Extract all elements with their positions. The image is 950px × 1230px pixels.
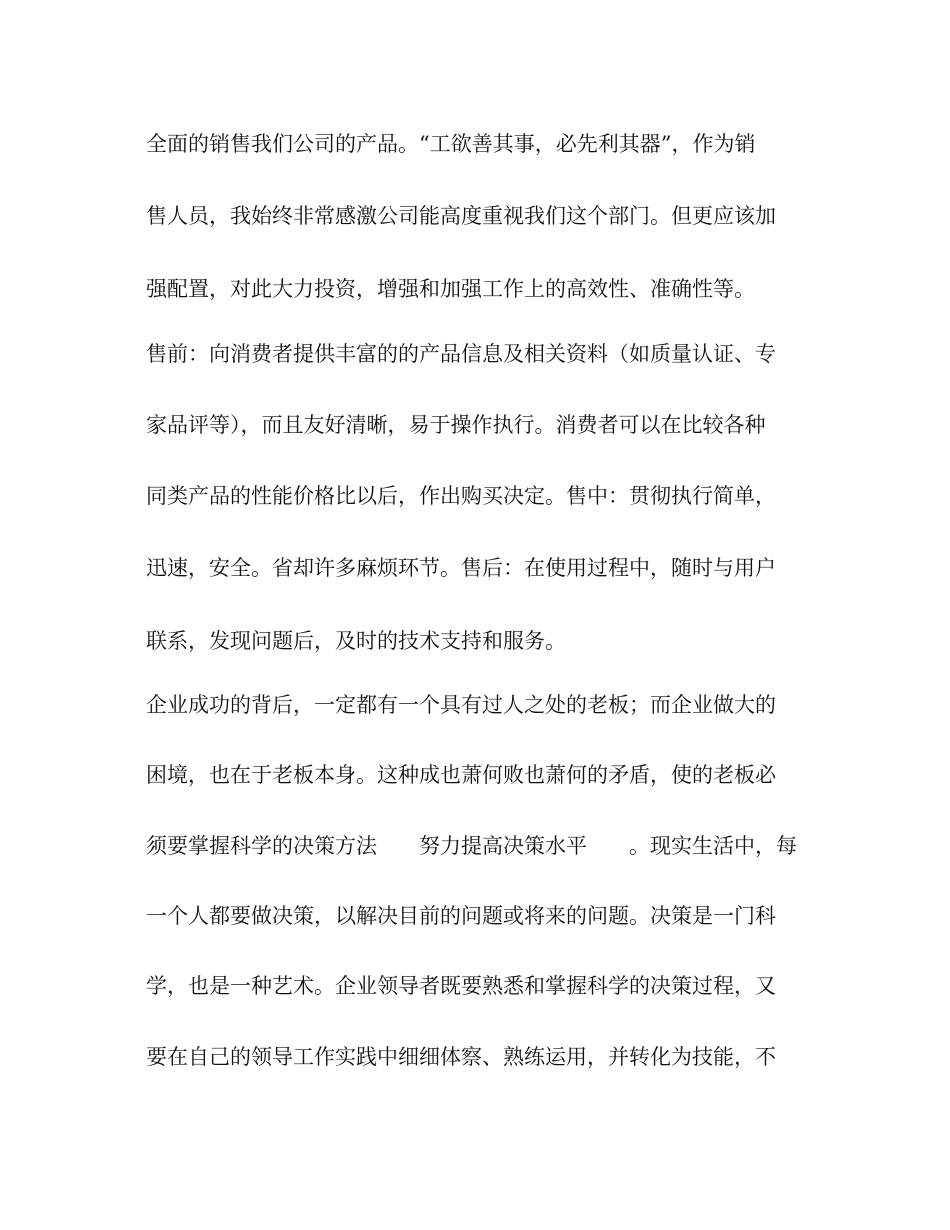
paragraph-3-line-5: 学，也是一种艺术。企业领导者既要熟悉和掌握科学的决策过程，又: [146, 974, 776, 998]
paragraph-3-line-2: 困境，也在于老板本身。这种成也萧何败也萧何的矛盾，使的老板必: [146, 763, 776, 787]
paragraph-1-line-1: 全面的销售我们公司的产品。“工欲善其事，必先利其器”，作为销: [146, 132, 756, 156]
paragraph-2-line-4: 迅速，安全。省却许多麻烦环节。售后：在使用过程中，随时与用户: [146, 556, 776, 580]
paragraph-1-line-2: 售人员，我始终非常感激公司能高度重视我们这个部门。但更应该加: [146, 204, 776, 228]
paragraph-3-line-3: 须要掌握科学的决策方法 努力提高决策水平 。现实生活中，每: [146, 834, 797, 858]
paragraph-3-line-1: 企业成功的背后，一定都有一个具有过人之处的老板；而企业做大的: [146, 693, 776, 717]
paragraph-3-line-6: 要在自己的领导工作实践中细细体察、熟练运用，并转化为技能，不: [146, 1045, 776, 1069]
paragraph-2-line-1: 售前：向消费者提供丰富的的产品信息及相关资料（如质量认证、专: [146, 342, 776, 366]
paragraph-2-line-2: 家品评等），而且友好清晰，易于操作执行。消费者可以在比较各种: [146, 413, 766, 437]
paragraph-1-line-3: 强配置，对此大力投资，增强和加强工作上的高效性、准确性等。: [146, 277, 755, 301]
paragraph-3-line-4: 一个人都要做决策，以解决目前的问题或将来的问题。决策是一门科: [146, 904, 776, 928]
paragraph-2-line-3: 同类产品的性能价格比以后，作出购买决定。售中：贯彻执行简单，: [146, 484, 776, 508]
paragraph-2-line-5: 联系，发现问题后，及时的技术支持和服务。: [146, 629, 566, 653]
